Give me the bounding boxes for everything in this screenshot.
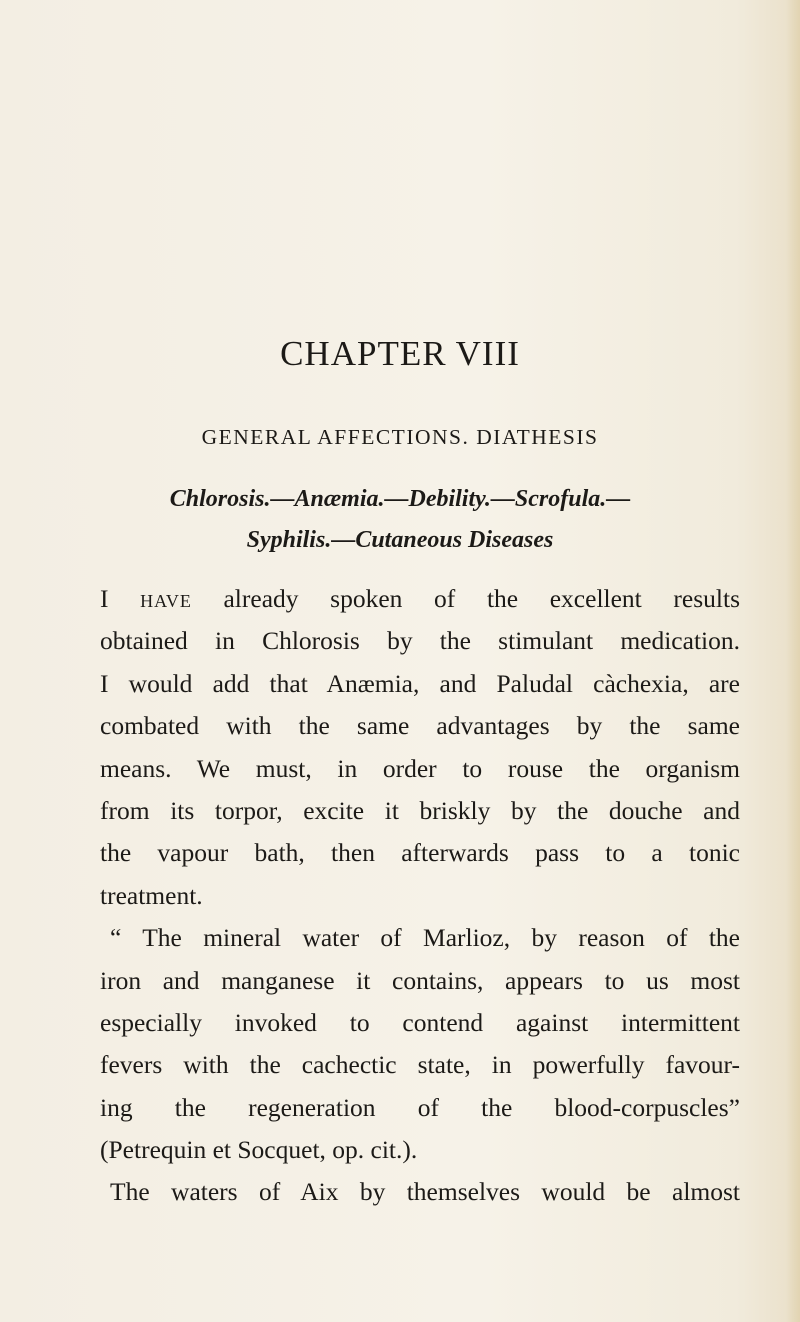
text-line: obtained in Chlorosis by the stimulant medication. [100,626,740,656]
text-line: The waters of Aix by themselves would be almost [110,1177,740,1207]
lead-smallcaps: have [140,584,192,613]
text-line: iron and manganese it contains, appears to us most [100,965,740,995]
text-line: treatment. [100,880,203,910]
text-line: from its torpor, excite it briskly by the douche and [100,795,740,825]
section-title: GENERAL AFFECTIONS. DIATHESIS [201,425,599,449]
lead-initial: I [100,584,109,613]
text-line: fevers with the cachectic state, in powerfully favour- [100,1050,740,1080]
text-line: (Petrequin et Socquet, op. cit.). [100,1135,418,1165]
text-line: combated with the same advantages by the same [100,711,740,741]
text-line: the vapour bath, then afterwards pass to a tonic [100,838,740,868]
body-text [100,578,740,1214]
text-line: means. We must, in order to rouse the organism [100,753,740,783]
text-line-content: already spoken of the excellent results [191,584,740,613]
text-line [100,578,740,620]
chapter-title: CHAPTER VIII [280,334,520,373]
text-line: especially invoked to contend against intermittent [100,1007,740,1037]
chapter-subtitle-line-2: Syphilis.—Cutaneous Diseases [246,527,554,553]
text-line: I would add that Anæmia, and Paludal càchexia, are [100,668,740,698]
page-edge-shadow [786,0,800,1322]
text-line: ing the regeneration of the blood-corpuscles” [100,1092,740,1122]
chapter-subtitle-line-1: Chlorosis.—Anæmia.—Debility.—Scrofula.— [169,486,631,512]
text-line: “ The mineral water of Marlioz, by reason of the [110,923,740,953]
